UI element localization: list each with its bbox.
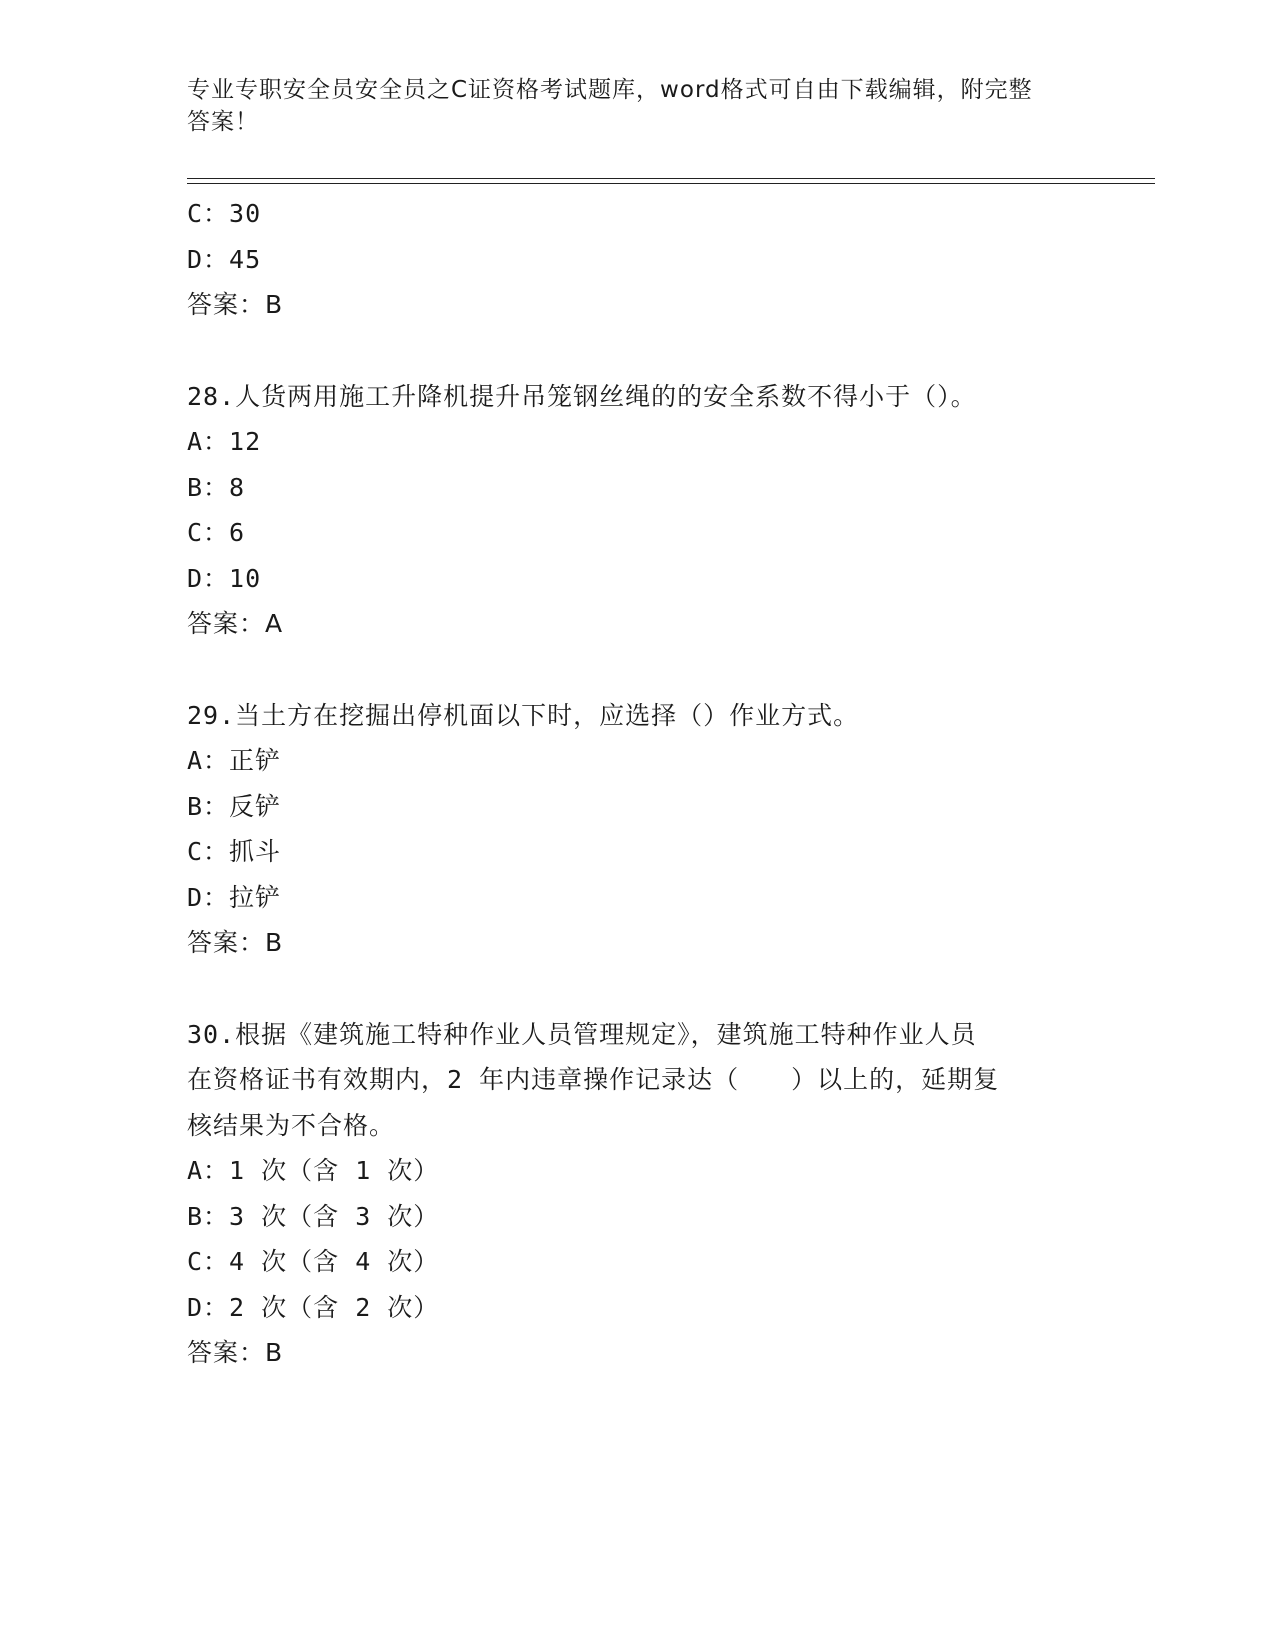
option-c: C：30 (187, 199, 262, 228)
header-divider-top (187, 178, 1155, 179)
answer-line: 答案：B (187, 1338, 284, 1367)
option-b: B：反铲 (187, 791, 282, 821)
question-27-continued (187, 191, 1087, 328)
option-c: C：6 (187, 518, 246, 547)
option-d: D：2 次（含 2 次） (187, 1292, 440, 1322)
document-header (187, 74, 1067, 138)
option-a: A：12 (187, 427, 262, 456)
question-stem-line-3: 核结果为不合格。 (187, 1110, 396, 1140)
option-d: D：10 (187, 563, 262, 593)
option-d: D：拉铲 (187, 882, 282, 912)
question-stem-line-2: 在资格证书有效期内，2 年内违章操作记录达（ ）以上的，延期复 (187, 1065, 1000, 1094)
answer-line: 答案：B (187, 928, 284, 957)
question-29 (187, 693, 1087, 966)
question-stem-line-1: 30.根据《建筑施工特种作业人员管理规定》，建筑施工特种作业人员 (187, 1019, 977, 1049)
question-stem: 28.人货两用施工升降机提升吊笼钢丝绳的的安全系数不得小于（）。 (187, 381, 977, 411)
question-stem: 29.当土方在挖掘出停机面以下时，应选择（）作业方式。 (187, 700, 860, 730)
option-b: B：8 (187, 472, 246, 502)
option-d: D：45 (187, 244, 262, 274)
option-a: A：正铲 (187, 746, 282, 775)
option-c: C：4 次（含 4 次） (187, 1247, 440, 1276)
option-b: B：3 次（含 3 次） (187, 1201, 440, 1231)
header-divider-bottom (187, 183, 1155, 184)
header-line-1: 专业专职安全员安全员之C证资格考试题库，word格式可自由下载编辑，附完整 (187, 77, 1033, 103)
option-a: A：1 次（含 1 次） (187, 1156, 440, 1185)
question-30 (187, 1012, 1087, 1376)
answer-line: 答案：A (187, 609, 284, 638)
header-line-2: 答案！ (187, 109, 259, 135)
question-list (187, 191, 1087, 1376)
option-c: C：抓斗 (187, 837, 282, 866)
answer-line: 答案：B (187, 290, 284, 319)
question-28 (187, 374, 1087, 647)
